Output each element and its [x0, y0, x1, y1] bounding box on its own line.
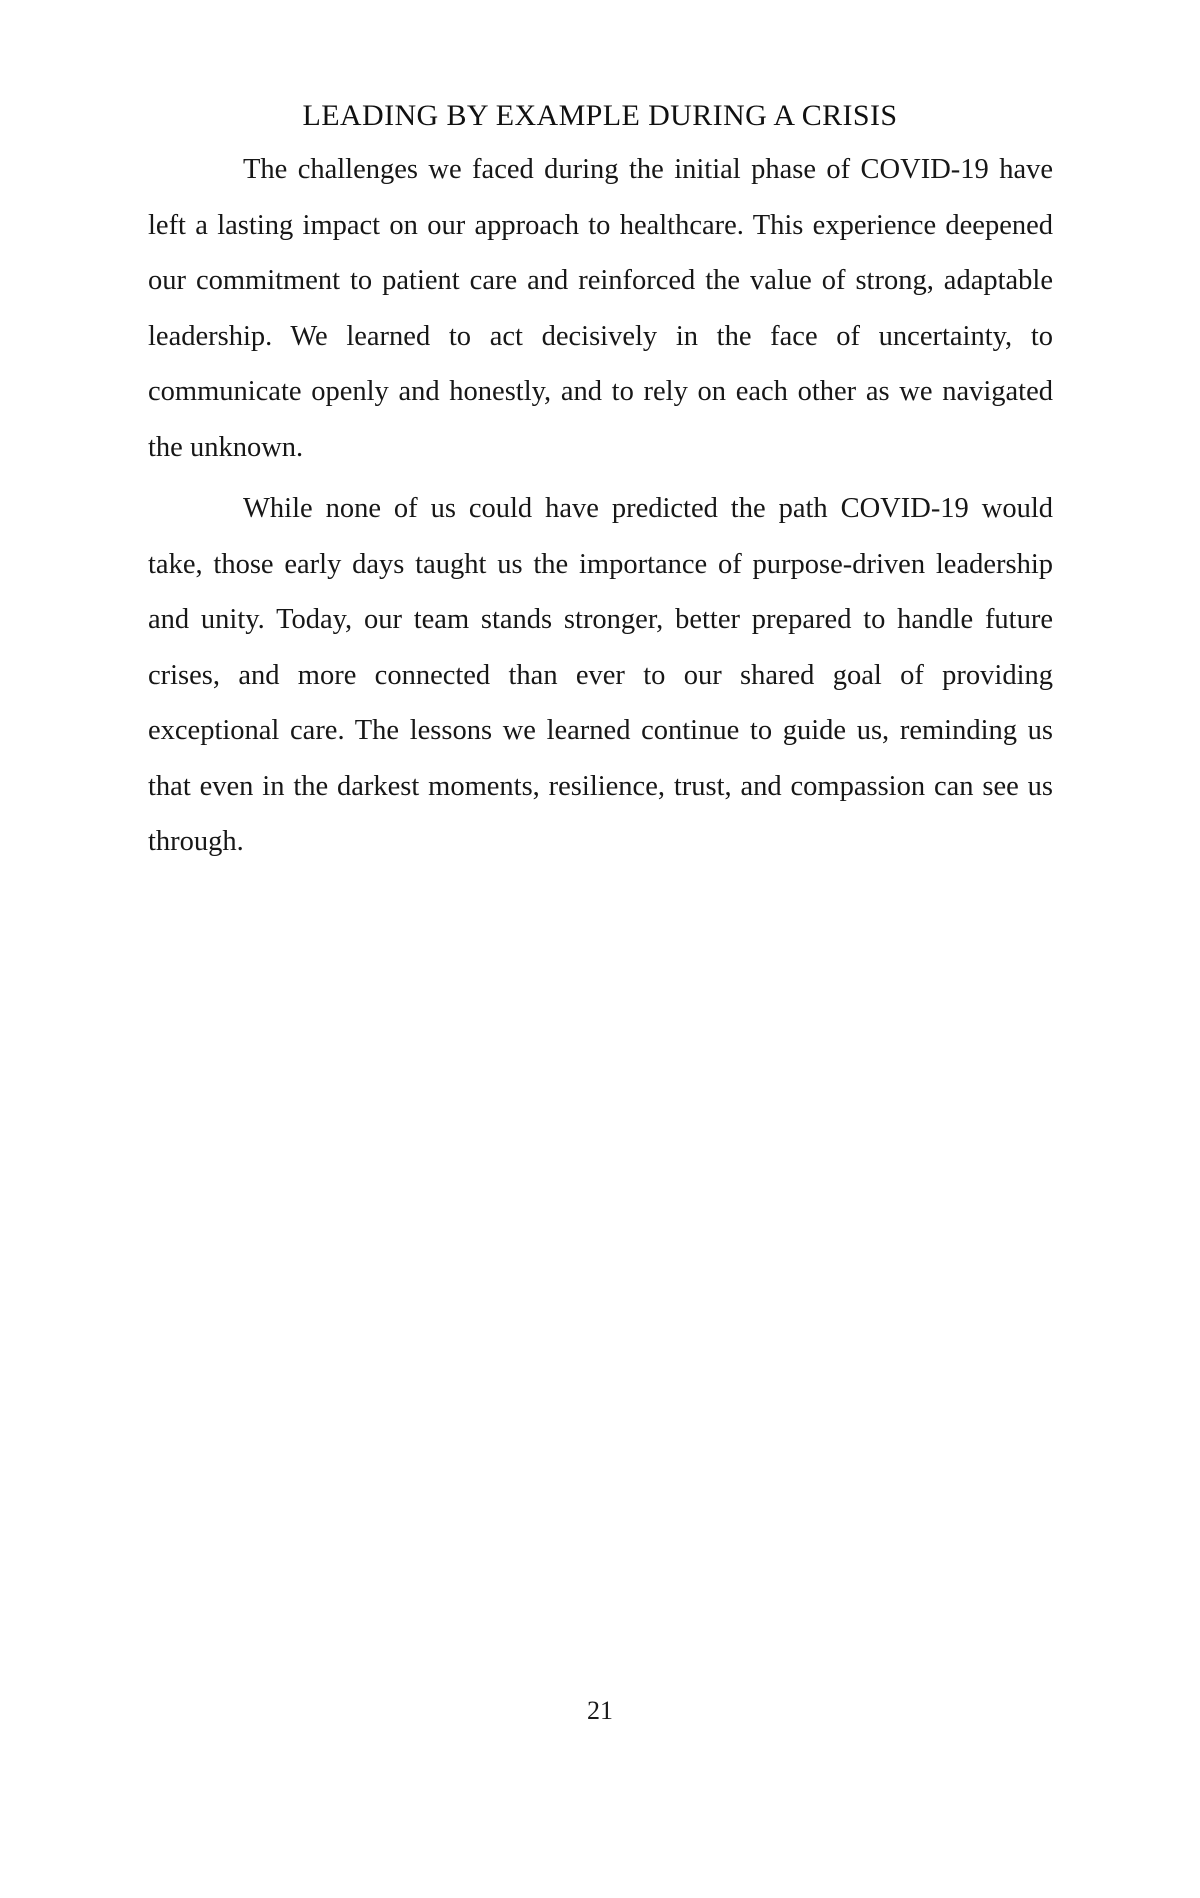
document-page: [0, 98, 1200, 1898]
body-paragraph-2: While none of us could have predicted the path COVID-19 would take, those early days taught us the importance of purpose-driven leadership and unity. Today, our team stands stronger, better prepared to handle future crises, and more connected than ever to our shared goal of providing exceptional care. The lessons we learned continue to guide us, reminding us that even in the darkest moments, resilience, trust, and compassion can see us through.: [148, 493, 1053, 857]
body-paragraph-1: The challenges we faced during the initial phase of COVID-19 have left a lasting impact on our approach to healthcare. This experience deepened our commitment to patient care and reinforced the value of strong, adaptable leadership. We learned to act decisively in the face of uncertainty, to communicate openly and honestly, and to rely on each other as we navigated the unknown.: [148, 154, 1053, 463]
page-number: 21: [587, 1696, 613, 1725]
chapter-header: LEADING BY EXAMPLE DURING A CRISIS: [302, 99, 898, 132]
page-content: [148, 98, 1053, 870]
